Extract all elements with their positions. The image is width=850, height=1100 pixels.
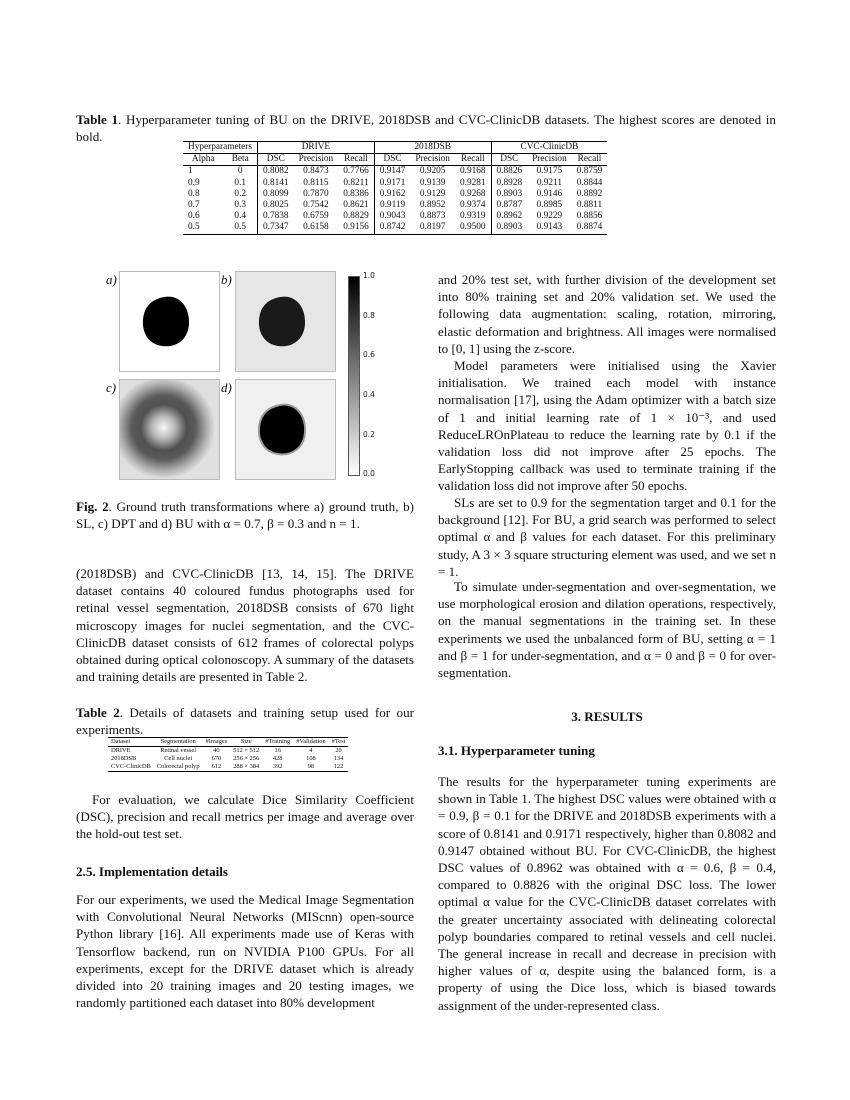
table2-col-header: Dataset <box>111 738 131 745</box>
table-cell: 0.9175 <box>536 166 563 177</box>
table-cell: 2018DSB <box>111 755 137 762</box>
colorbar-tick: 0.4 <box>363 390 375 399</box>
table-cell: 0.7542 <box>303 200 329 211</box>
colorbar-tick: 1.0 <box>363 271 375 280</box>
table-cell: 0.8874 <box>576 222 603 233</box>
table-cell: 0.7870 <box>303 188 329 199</box>
table-cell: 0.9268 <box>455 189 491 200</box>
table-cell: 0.8141 <box>263 177 289 188</box>
table-row <box>183 200 607 211</box>
table-cell: 0.7 <box>188 200 200 211</box>
table-cell: 0.8844 <box>576 177 603 188</box>
panel-label-c: c) <box>106 380 117 395</box>
table-cell: 0.8856 <box>576 211 603 222</box>
table-row <box>183 189 607 200</box>
table1-group-header: CVC-ClinicDB <box>520 142 579 152</box>
table-cell: 0.8082 <box>263 166 289 177</box>
table-cell: 0.8962 <box>496 211 523 222</box>
table-cell: DRIVE <box>111 747 131 754</box>
table-cell: 0.2 <box>223 189 257 200</box>
table1-col-header: Precision <box>298 154 334 165</box>
table-cell: 0.8211 <box>338 178 374 189</box>
section-heading-implementation: 2.5. Implementation details <box>76 864 229 879</box>
table-row <box>183 222 607 234</box>
table-cell: 0.8928 <box>496 177 523 188</box>
table-cell: 0.8903 <box>496 222 523 233</box>
table-cell: 0.5 <box>188 222 200 233</box>
table-cell: 428 <box>272 755 283 762</box>
colorbar-tick: 0.0 <box>363 469 375 478</box>
panel-label-a: a) <box>106 272 117 287</box>
table2 <box>108 737 348 772</box>
table1-col-header: Recall <box>455 154 491 166</box>
table1-caption-label: Table 1 <box>76 112 119 127</box>
table-cell: 0.9281 <box>455 178 491 189</box>
table-cell: 0.9500 <box>455 222 491 234</box>
right-paragraph-1: and 20% test set, with further division of the development set into 80% training set and 20% validation set. We used the following data augmentation: scaling, rotation, mirroring, elastic deformation and brightness. All images were normalised to [0, 1] using the z-score. <box>438 272 776 356</box>
table-cell: 0 <box>223 166 257 178</box>
table-cell: 392 <box>272 763 283 770</box>
table-cell: 0.6 <box>188 211 200 222</box>
table1-col-header: Precision <box>415 154 450 165</box>
colorbar-tick: 0.6 <box>363 350 375 359</box>
table2-col-header: #Images <box>205 738 228 745</box>
table-row <box>108 755 348 763</box>
table-cell: 0.9146 <box>536 188 563 199</box>
table-cell: 0.8811 <box>576 200 603 211</box>
table-cell: Retinal vessel <box>160 747 197 754</box>
table-cell: 0.9171 <box>379 177 406 188</box>
table-row <box>108 763 348 772</box>
table2-caption-text: . Details of datasets and training setup used for our experiments. <box>76 705 414 738</box>
table-cell: 0.8826 <box>496 166 523 177</box>
table-cell: 0.8386 <box>338 189 374 200</box>
right-paragraph-5: The results for the hyperparameter tuning experiments are shown in Table 1. The highest DSC values were obtained with α = 0.9, β = 0.1 for the DRIVE and 2018DSB experiments with a score of 0.8141 and 0.9171 respectively, higher than 0.8082 and 0.9147 obtained without BU. For CVC-ClinicDB, the highest DSC values of 0.8962 was obtained with α = 0.6, β = 0.4, compared to 0.8826 with the original DSC loss. The lower optimal α value for the CVC-ClinicDB dataset correlates with the greater uncertainty associated with delineating colorectal polyp boundaries compared to retinal vessels and cell nuclei. The general increase in recall and decrease in precision with higher values of α, despite using the balanced form, is a property of using the Dice loss, which is biased towards assignment of the under-represented class. <box>438 774 776 1013</box>
table-cell: 0.9119 <box>379 200 406 211</box>
table1-col-header: Precision <box>532 154 567 165</box>
table-cell: CVC-ClinicDB <box>111 763 151 770</box>
table-cell: 0.8787 <box>496 200 523 211</box>
table-cell: 1 <box>188 166 193 177</box>
colorbar-tick: 0.8 <box>363 311 375 320</box>
table-row <box>183 211 607 222</box>
table-cell: 0.8952 <box>419 200 446 211</box>
table-cell: 0.8099 <box>263 188 289 199</box>
table-cell: 512 × 512 <box>233 747 260 754</box>
table-cell: 0.7838 <box>263 211 289 222</box>
table1 <box>183 141 607 235</box>
table-cell: 0.7766 <box>338 166 374 178</box>
table-cell: 0.9229 <box>536 211 563 222</box>
distance-transform-map <box>120 380 219 479</box>
table1-col-header: Alpha <box>191 154 215 165</box>
figure2-caption-text: . Ground truth transformations where a) ground truth, b) SL, c) DPT and d) BU with α = 0.7, β = 0.3 and n = 1. <box>76 499 414 532</box>
table-cell: 0.9147 <box>379 166 406 177</box>
table-cell: 0.9129 <box>419 188 446 199</box>
table2-col-header: Size <box>240 738 252 745</box>
table-cell: 16 <box>274 747 281 754</box>
table-cell: 0.9156 <box>338 222 374 234</box>
right-paragraph-2: Model parameters were initialised using the Xavier initialisation. We trained each model with instance normalisation [17], using the Adam optimizer with a batch size of 1 and initial learning rate of 1 × 10⁻³, and used ReduceLROnPlateau to reduce the learning rate by 0.1 if the validation loss did not improve after 25 epochs. The EarlyStopping callback was used to terminate training if the validation loss did not improve after 50 epochs. <box>438 358 776 494</box>
table-cell: 0.9162 <box>379 188 406 199</box>
table-cell: 0.8 <box>188 188 200 199</box>
table-cell: 0.9211 <box>536 177 563 188</box>
table-cell: 20 <box>335 747 342 754</box>
table-cell: 122 <box>333 763 344 770</box>
table-cell: 0.8985 <box>536 200 563 211</box>
table-cell: 0.8473 <box>303 166 329 177</box>
table1-group-header: DRIVE <box>258 142 375 154</box>
table-cell: 670 <box>211 755 222 762</box>
table-cell: 0.8892 <box>576 188 603 199</box>
table-cell: 0.9 <box>188 177 200 188</box>
table-cell: Cell nuclei <box>164 755 193 762</box>
table1-group-header: 2018DSB <box>374 142 491 154</box>
table-cell: 134 <box>333 755 344 762</box>
table-cell: 0.6759 <box>303 211 329 222</box>
soft-label-blob <box>236 272 335 371</box>
table-cell: 0.8829 <box>338 211 374 222</box>
table-cell: 0.8621 <box>338 200 374 211</box>
table-cell: 0.9374 <box>455 200 491 211</box>
panel-boundary-uncertainty <box>235 379 336 480</box>
figure2-caption <box>76 498 414 532</box>
table1-col-header: DSC <box>383 154 402 165</box>
table-cell: 288 × 384 <box>233 763 260 770</box>
colorbar <box>348 276 360 476</box>
table-cell: 0.9168 <box>455 166 491 178</box>
left-paragraph-1: (2018DSB) and CVC-ClinicDB [13, 14, 15]. The DRIVE dataset contains 40 coloured fundus photographs used for retinal vessel segmentation, 2018DSB consists of 670 light microscopy images for nuclei segmentation, and the CVC-ClinicDB dataset consists of 612 frames of colorectal polyps obtained during optical colonoscopy. A summary of the datasets and training details are presented in Table 2. <box>76 566 414 685</box>
table1-col-header: DSC <box>500 154 519 165</box>
table2-col-header: #Test <box>331 738 346 745</box>
table-cell: 0.9143 <box>536 222 563 233</box>
table1-col-header: DSC <box>266 154 285 165</box>
table-cell: 0.1 <box>223 178 257 189</box>
table-cell: 0.7347 <box>263 222 289 233</box>
table1-caption-text: . Hyperparameter tuning of BU on the DRIVE, 2018DSB and CVC-ClinicDB datasets. The highest scores are denoted in bold. <box>76 112 776 145</box>
panel-label-d: d) <box>221 380 232 395</box>
table2-col-header: #Validation <box>296 738 326 745</box>
table-cell: 108 <box>306 755 316 762</box>
colorbar-tick: 0.2 <box>363 430 375 439</box>
ground-truth-blob <box>120 272 219 371</box>
table2-caption-label: Table 2 <box>76 705 120 720</box>
table-cell: 98 <box>307 763 315 770</box>
table-cell: 0.8742 <box>379 222 406 233</box>
table-cell: 0.3 <box>223 200 257 211</box>
boundary-uncertainty-blob <box>236 380 335 479</box>
table-cell: 0.8759 <box>576 166 603 177</box>
subsection-heading-hyperparameter: 3.1. Hyperparameter tuning <box>438 743 595 758</box>
table2-col-header: #Training <box>265 738 291 745</box>
section-heading-results: 3. RESULTS <box>571 709 643 724</box>
table-cell: Colorectal polyp <box>156 763 200 770</box>
table-cell: 612 <box>211 763 222 770</box>
table1-col-header: Recall <box>338 154 374 166</box>
table-row <box>183 166 607 178</box>
table-cell: 0.8025 <box>263 200 289 211</box>
table-cell: 4 <box>309 747 313 754</box>
table-cell: 0.8873 <box>419 211 446 222</box>
figure2-caption-label: Fig. 2 <box>76 499 109 514</box>
panel-ground-truth <box>119 271 220 372</box>
table-cell: 0.5 <box>223 222 257 234</box>
table1-group-header: Hyperparameters <box>183 142 258 154</box>
table1-col-header: Recall <box>577 154 602 165</box>
right-paragraph-4: To simulate under-segmentation and over-segmentation, we use morphological erosion and dilation operations, respectively, on the manual segmentations in the training set. In these experiments we used the unbalanced form of BU, setting α = 1 and β = 1 for under-segmentation, and α = 0 and β = 0 for over-segmentation. <box>438 579 776 681</box>
table-cell: 0.9205 <box>419 166 446 177</box>
table-row <box>108 747 348 756</box>
table-row <box>183 178 607 189</box>
left-paragraph-3: For our experiments, we used the Medical Image Segmentation with Convolutional Neural Networks (MIScnn) open-source Python library [16]. All experiments made use of Keras with Tensorflow backend, run on NVIDIA P100 GPUs. For all experiments, except for the DRIVE dataset which is already divided into 20 training images and 20 testing images, we randomly partitioned each dataset into 80% development <box>76 892 414 1011</box>
table-cell: 0.8197 <box>419 222 446 233</box>
table-cell: 0.8903 <box>496 188 523 199</box>
table-cell: 40 <box>213 747 220 754</box>
panel-soft-labels <box>235 271 336 372</box>
table2-caption <box>76 704 414 738</box>
left-paragraph-2: For evaluation, we calculate Dice Similarity Coefficient (DSC), precision and recall metrics per image and average over the hold-out test set. <box>76 792 414 842</box>
panel-label-b: b) <box>221 272 232 287</box>
table1-col-header: Beta <box>223 154 257 166</box>
table-cell: 0.9319 <box>455 211 491 222</box>
table-cell: 0.9139 <box>419 177 446 188</box>
right-paragraph-3: SLs are set to 0.9 for the segmentation target and 0.1 for the background [12]. For BU, a grid search was performed to select optimal α and β values for each dataset. For this preliminary study, A 3 × 3 square structuring element was used, and we set n = 1. <box>438 495 776 579</box>
table-cell: 256 × 256 <box>233 755 260 762</box>
table-cell: 0.4 <box>223 211 257 222</box>
table-cell: 0.8115 <box>303 177 329 188</box>
table2-col-header: Segmentation <box>160 738 196 745</box>
table-cell: 0.6158 <box>303 222 329 233</box>
table-cell: 0.9043 <box>379 211 406 222</box>
panel-distance-transform <box>119 379 220 480</box>
